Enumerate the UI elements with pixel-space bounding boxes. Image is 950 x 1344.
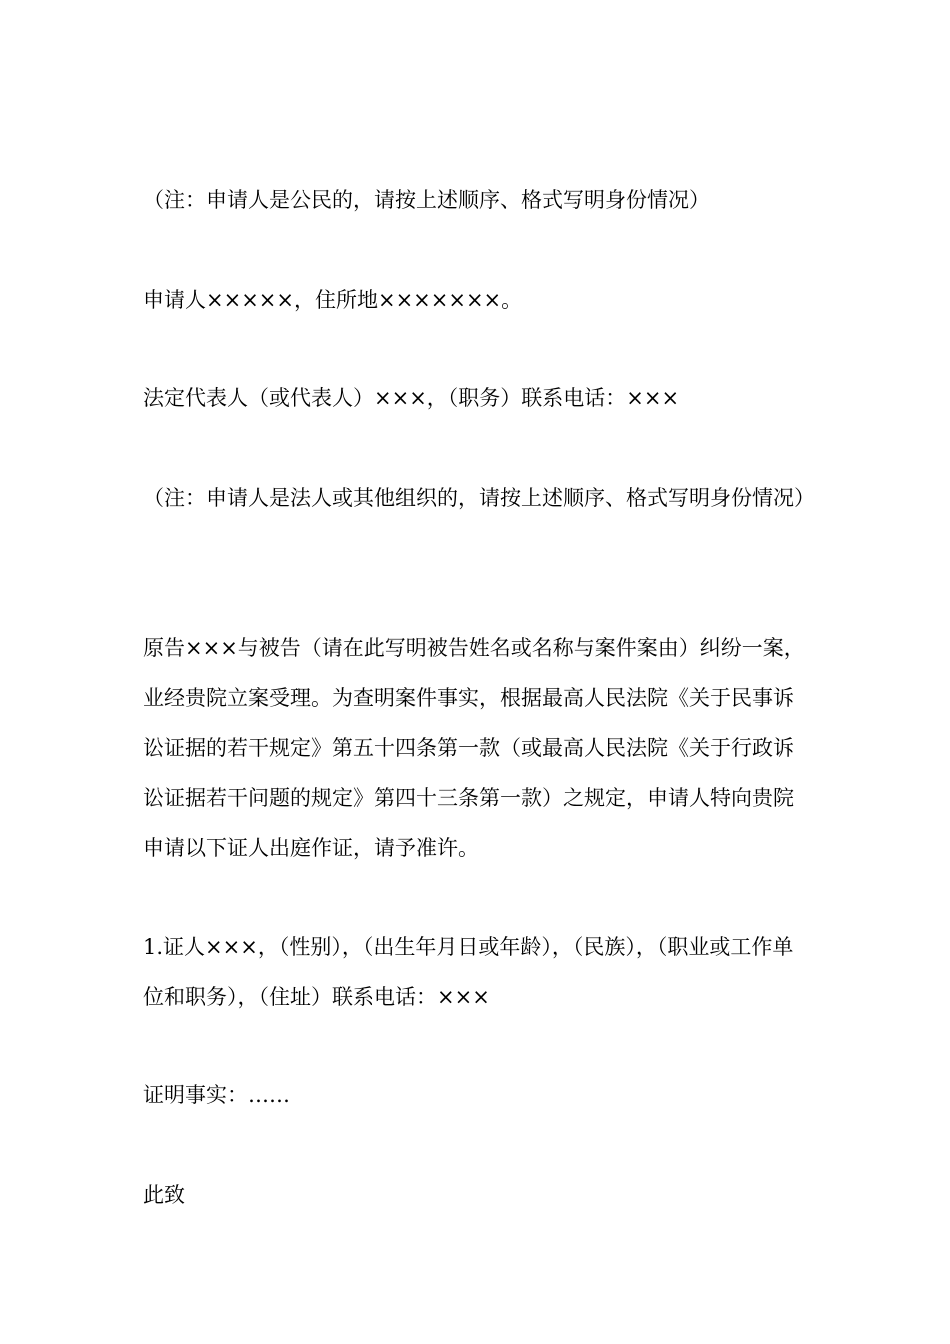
note-organization-paragraph: （注：申请人是法人或其他组织的，请按上述顺序、格式写明身份情况） — [143, 486, 815, 510]
facts-paragraph: 证明事实：…… — [143, 1083, 290, 1107]
witness-1-paragraph: 1.证人×××，（性别），（出生年月日或年龄），（民族），（职业或工作单位和职务），（住址）联系电话：××× — [143, 935, 794, 1009]
legal-representative-paragraph: 法定代表人（或代表人）×××，（职务）联系电话：××× — [143, 386, 680, 410]
note-citizen-paragraph: （注：申请人是公民的，请按上述顺序、格式写明身份情况） — [143, 188, 710, 212]
applicant-paragraph: 申请人×××××，住所地×××××××。 — [143, 288, 523, 312]
body-paragraph: 原告×××与被告（请在此写明被告姓名或名称与案件案由）纠纷一案，业经贵院立案受理。为查明案件事实，根据最高人民法院《关于民事诉讼证据的若干规定》第五十四条第一款（或最高人民法院《关于行政诉讼证据若干问题的规定》第四十三条第一款）之规定，申请人特向贵院申请以下证人出庭作证，请予准许。 — [143, 636, 805, 860]
closing-paragraph: 此致 — [143, 1183, 185, 1207]
